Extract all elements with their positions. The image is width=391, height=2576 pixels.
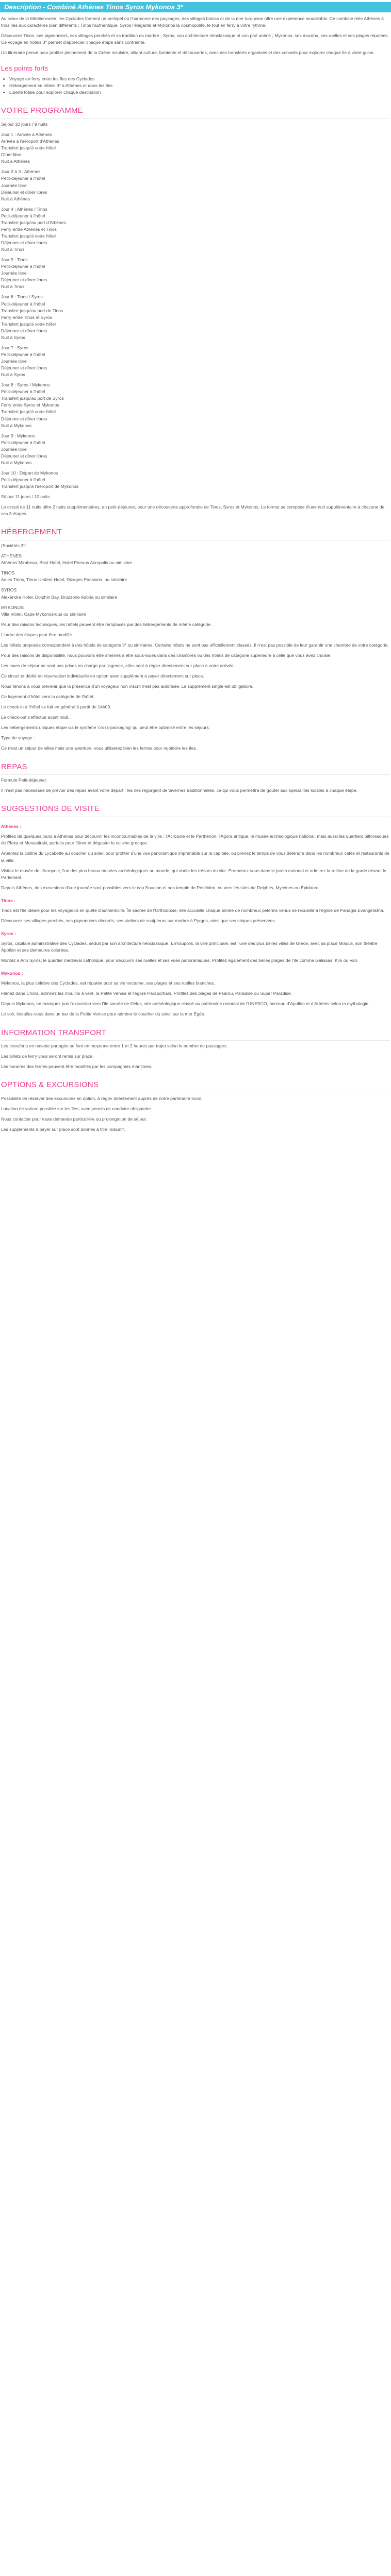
points-item: • Liberté totale pour explorer chaque destination [9, 89, 390, 96]
day-line: Transfert jusqu'au port de Syros [1, 396, 64, 401]
day-line: Petit-déjeuner à l'hôtel [1, 439, 45, 445]
programme-day [1, 206, 390, 253]
condition-text: Ce logement d'hôtel sera la catégorie de l'hôtel. [1, 694, 94, 700]
intro-paragraph: Au cœur de la Méditerranée, les Cyclades forment un archipel où l'harmonie des paysages, des villages blancs et de la mer turquoise offre une expérience inoubliable. Ce combiné relie Athènes à trois îles aux caractères bien différents : Tinos l'authentique, Syros l'élégante et Mykonos la cosmopolite, le tout en ferry à votre rythme. [1, 16, 384, 28]
day-line: Petit-déjeuner à l'hôtel [1, 264, 45, 269]
day-line: Transfert jusqu'à votre hôtel [1, 145, 56, 151]
tinos-text: Découvrez ses villages perchés, ses pigeonniers décorés, ses ateliers de sculpteurs sur marbre à Pyrgos, ainsi que ses criques préservées. [1, 918, 276, 923]
options-text: Location de voiture possible sur les îles, avec permis de conduire obligatoire. [1, 1106, 152, 1112]
mykonos-text: Mykonos, la plus célèbre des Cyclades, est réputée pour sa vie nocturne, ses plages et ses ruelles blanches. [1, 980, 215, 986]
mykonos-text: Flânez dans Chora, admirez les moulins à vent, la Petite Venise et l'église Paraportiani. Profitez des plages de Psarou, Paradise ou Super Paradise. [1, 991, 292, 996]
syros-label: Syros : [1, 930, 17, 936]
day-line: Déjeuner et dîner libres [1, 189, 47, 195]
day-line: Ferry entre Syros et Mykonos [1, 402, 59, 408]
day-heading: Jour 5 : Tinos [1, 257, 28, 263]
programme-subtitle: Séjour 10 jours / 9 nuits [1, 122, 48, 127]
day-line: Petit-déjeuner à l'hôtel [1, 351, 45, 357]
hebergement-note: Pour des raisons techniques, les hôtels peuvent être remplacés par des hébergements de même catégorie. [1, 621, 212, 627]
repas-text: Il n'est pas nécessaire de prévoir des repas avant votre départ : les îles regorgent de tavernes traditionnelles, ce qui vous permettra de goûter aux spécialités locales à chaque étape. [1, 788, 357, 793]
day-line: Nuit à Athènes [1, 159, 30, 164]
hotel-city: MYKONOS [1, 604, 24, 610]
athenes-text: Arpentez la colline du Lycabette au coucher du soleil pour profiter d'une vue panoramique imprenable sur la capitale, ou prenez le temps de vous détendre dans les nombreux cafés et restaurants de la ville. [1, 851, 389, 863]
hebergement-note: Les hôtels proposés correspondent à des hôtels de catégorie 3* ou similaires. Certains hôtels ne sont pas officiellement classés. Il n'est pas possible de leur garantir une chambre de votre catégorie. [1, 642, 389, 648]
day-line: Transfert jusqu'au port d'Athènes [1, 219, 66, 225]
day-heading: Jour 6 : Tinos / Syros [1, 294, 43, 300]
syros-text: Syros, capitale administrative des Cyclades, séduit par son architecture néoclassique. Ermoupolis, la ville principale, est l'une des plus belles villes de Grèce, avec sa place Miaouli, son théâtre Apollon et ses demeures colorées. [1, 941, 378, 953]
tinos-text: Tinos est l'île idéale pour les voyageurs en quête d'authenticité. Île sacrée de l'Orthodoxie, elle accueille chaque année de nombreux pèlerins venus se recueillir à l'église de Panagia Evangelistria. [1, 907, 384, 913]
transport-text: Les horaires des ferries peuvent être modifiés par les compagnies maritimes. [1, 1064, 153, 1070]
hebergement-note: L'ordre des étapes peut être modifié. [1, 632, 73, 637]
athenes-text: Visitez le musée de l'Acropole, l'un des plus beaux musées archéologiques au monde, qui abrite les trésors du site. Promenez-vous dans le jardin national et admirez la relève de la garde devant le Parlement. [1, 868, 386, 880]
day-line: Nuit à Syros [1, 372, 25, 378]
day-line: Nuit à Mykonos [1, 460, 32, 465]
intro-paragraph: Découvrez Tinos, ses pigeonniers, ses villages perchés et sa tradition du marbre ; Syros, son architecture néoclassique et son port animé ; Mykonos, ses moulins, ses ruelles et ses plages réputées. Ce voyage en hôtels 3* permet d'apprécier chaque étape sans contrainte. [1, 33, 389, 45]
day-line: Transfert jusqu'à l'aéroport de Mykonos [1, 484, 79, 489]
hotel-block [1, 604, 390, 618]
hotel-list: Villa Violet, Cape Mykonosrous ou similaire [1, 611, 86, 617]
day-heading: Jour 1 : Arrivée à Athènes [1, 132, 52, 138]
points-title: Les points forts [1, 64, 48, 73]
day-line: Nuit à Syros [1, 334, 25, 340]
hotel-city: TINOS [1, 570, 15, 576]
condition-text: Ce circuit et dédié en réservation individuelle en option avec supplément à payer directement sur place. [1, 673, 204, 679]
options-text: Les suppléments à payer sur place sont donnés à titre indicatif. [1, 1127, 125, 1132]
day-line: Déjeuner et dîner libres [1, 453, 47, 459]
athenes-text: Depuis Athènes, des excursions d'une journée sont possibles vers le cap Sounion et son temple de Poséidon, ou vers les sites de Delphes, Mycènes ou Épidaure. [1, 885, 320, 890]
day-line: Nuit à Athènes [1, 196, 30, 201]
hotel-list: Alexandra Hotel, Dolphin Bay, Bruzzone Adoria ou similaire [1, 594, 118, 600]
day-line: Journée libre [1, 359, 27, 364]
day-line: Petit-déjeuner à l'hôtel [1, 301, 45, 307]
points-item: • Hébergement en hôtels 3* à Athènes et dans les îles [9, 82, 390, 89]
suggestions-title: SUGGESTIONS DE VISITE [1, 803, 390, 817]
day-line: Journée libre [1, 446, 27, 452]
syros-text: Montez à Ano Syros, le quartier médiéval catholique, pour découvrir ses ruelles et ses vues panoramiques. Profitez également des belles plages de l'île comme Galissas, Kini ou Vari. [1, 958, 359, 963]
hebergement-note: Pour des raisons de disponibilité, nous pouvons être amenés à être sous-loués dans des chambres ou des hôtels de catégorie supérieure à celle que vous avez choisie. [1, 652, 332, 658]
day-line: Déjeuner et dîner libres [1, 328, 47, 333]
transport-text: Les transferts en navette partagée se font en moyenne entre 1 et 2 heures par trajet selon le nombre de passagers. [1, 1043, 228, 1049]
condition-text: Ce n'est un séjour de villes mais une aventure, vous utiliserez bien les ferries pour rejoindre les îles. [1, 745, 197, 751]
day-heading: Jour 8 : Syros / Mykonos [1, 382, 50, 388]
day-line: Journée libre [1, 270, 27, 276]
hotel-block [1, 570, 390, 583]
athenes-label: Athènes : [1, 824, 22, 829]
programme-note: Séjour 11 jours / 10 nuits [1, 494, 50, 500]
programme-day [1, 294, 390, 341]
programme-days [1, 131, 390, 490]
day-line: Arrivée à l'aéroport d'Athènes [1, 139, 59, 144]
day-line: Ferry entre Tinos et Syros [1, 314, 52, 320]
mykonos-label: Mykonos : [1, 971, 23, 976]
tinos-label: Tinos : [1, 897, 16, 903]
options-title: OPTIONS & EXCURSIONS [1, 1079, 390, 1093]
day-line: Déjeuner et dîner libres [1, 277, 47, 283]
day-line: Petit-déjeuner à l'hôtel [1, 477, 45, 483]
programme-day [1, 470, 390, 490]
page-title: Description - Combiné Athènes Tinos Syros Mykonos 3* [4, 3, 183, 11]
description-banner [0, 2, 391, 12]
repas-title: REPAS [1, 761, 390, 775]
intro-paragraph: Un itinéraire pensé pour profiter pleinement de la Grèce insulaire, alliant culture, farniente et découvertes, avec des transferts organisés et des conseils pour explorer chaque île à votre guise. [1, 50, 375, 56]
points-item: • Voyage en ferry entre les îles des Cyclades [9, 76, 390, 82]
day-heading: Jour 10 : Départ de Mykonos [1, 470, 58, 476]
day-line: Petit-déjeuner à l'hôtel [1, 176, 45, 181]
hotel-city: SYROS [1, 587, 17, 593]
day-line: Dîner libre [1, 152, 22, 158]
mykonos-text: Depuis Mykonos, ne manquez pas l'excursion vers l'île sacrée de Délos, site archéologique classé au patrimoine mondial de l'UNESCO, berceau d'Apollon et d'Artémis selon la mythologie. [1, 1001, 370, 1007]
day-line: Nuit à Tinos [1, 247, 25, 252]
content [0, 15, 391, 1133]
athenes-text: Profitez de quelques jours à Athènes pour découvrir les incontournables de la ville : l'Acropole et le Parthénon, l'Agora antique, le musée archéologique national, mais aussi les quartiers pittoresques de Plaka et Monastiraki, parfaits pour flâner et déguster la cuisine grecque. [1, 834, 389, 846]
mykonos-text: Le soir, installez-vous dans un bar de la Petite Venise pour admirer le coucher du soleil sur la mer Égée. [1, 1011, 206, 1017]
day-heading: Jour 7 : Syros [1, 345, 29, 350]
condition-text: Le check-in à l'hôtel se fait en général à partir de 14h00. [1, 704, 111, 710]
transport-text: Les billets de ferry vous seront remis sur place. [1, 1054, 94, 1059]
programme-day [1, 131, 390, 165]
page [0, 0, 391, 1137]
condition-text: Type de voyage : [1, 735, 35, 741]
hotel-list: Aeles Tinos, Tinos Ursfeet Hotel, Dizages Pansions, ou similaire [1, 577, 127, 583]
day-line: Petit-déjeuner à l'hôtel [1, 389, 45, 395]
day-line: Déjeuner et dîner libres [1, 365, 47, 371]
day-line: Déjeuner et dîner libres [1, 240, 47, 246]
day-heading: Jour 9 : Mykonos [1, 433, 35, 438]
day-line: Déjeuner et dîner libres [1, 416, 47, 421]
day-line: Transfert jusqu'à votre hôtel [1, 409, 56, 415]
day-line: Transfert jusqu'à votre hôtel [1, 233, 56, 239]
day-heading: Jour 4 : Athènes / Tinos [1, 206, 47, 212]
condition-text: Les hébergements uniques étape via le système 'cross-packaging' qui peut être optimisé entre les séjours. [1, 725, 210, 731]
day-line: Transfert jusqu'à votre hôtel [1, 321, 56, 327]
day-line: Nuit à Mykonos [1, 422, 32, 428]
programme-title: VOTRE PROGRAMME [1, 105, 390, 119]
condition-text: Nous tenons à vous prévenir que la présence d'un voyageur non inscrit n'est pas autorisée. Le supplément single est obligatoire. [1, 684, 254, 689]
day-line: Petit-déjeuner à l'hôtel [1, 213, 45, 218]
hotel-block [1, 587, 390, 600]
transport-title: INFORMATION TRANSPORT [1, 1027, 390, 1041]
programme-day [1, 168, 390, 202]
hebergement-blocks [1, 553, 390, 618]
repas-text: Formule Petit-déjeuner. [1, 777, 47, 783]
day-line: Transfert jusqu'au port de Tinos [1, 308, 63, 313]
options-text: Possibilité de réserver des excursions en option, à régler directement auprès de notre partenaire local. [1, 1096, 202, 1101]
hotel-block [1, 553, 390, 566]
programme-note: Le circuit de 11 nuits offre 2 nuits supplémentaires, en petit-déjeuner, pour une découverte approfondie de Tinos, Syros et Mykonos. Le format se compose d'une nuit supplémentaire à chacune de ces 3 étapes. [1, 504, 385, 517]
hebergement-title: HÉBERGEMENT [1, 527, 390, 540]
programme-day [1, 433, 390, 466]
hebergement-note: Les taxes de séjour ne sont pas prises en charge par l'agence, elles sont à régler directement sur place à votre arrivée. [1, 663, 235, 668]
condition-text: Le check-out s'effectue avant midi. [1, 715, 69, 720]
options-text: Nous contacter pour toute demande particulière ou prolongation de séjour. [1, 1116, 147, 1122]
day-line: Nuit à Tinos [1, 284, 25, 290]
day-line: Ferry entre Athènes et Tinos [1, 226, 57, 232]
programme-day [1, 382, 390, 429]
programme-day [1, 257, 390, 290]
day-heading: Jour 2 à 3 : Athènes [1, 169, 41, 175]
hebergement-subtitle: (Sociétés 3* : [1, 543, 28, 549]
programme-day [1, 345, 390, 378]
hotel-city: ATHÈNES [1, 553, 22, 559]
hotel-list: Athènes Mirabeau, Best Hotel, Hotel Pireaus Acropolis ou similaire [1, 560, 132, 566]
day-line: Journée libre [1, 182, 27, 188]
points-list [1, 76, 390, 96]
